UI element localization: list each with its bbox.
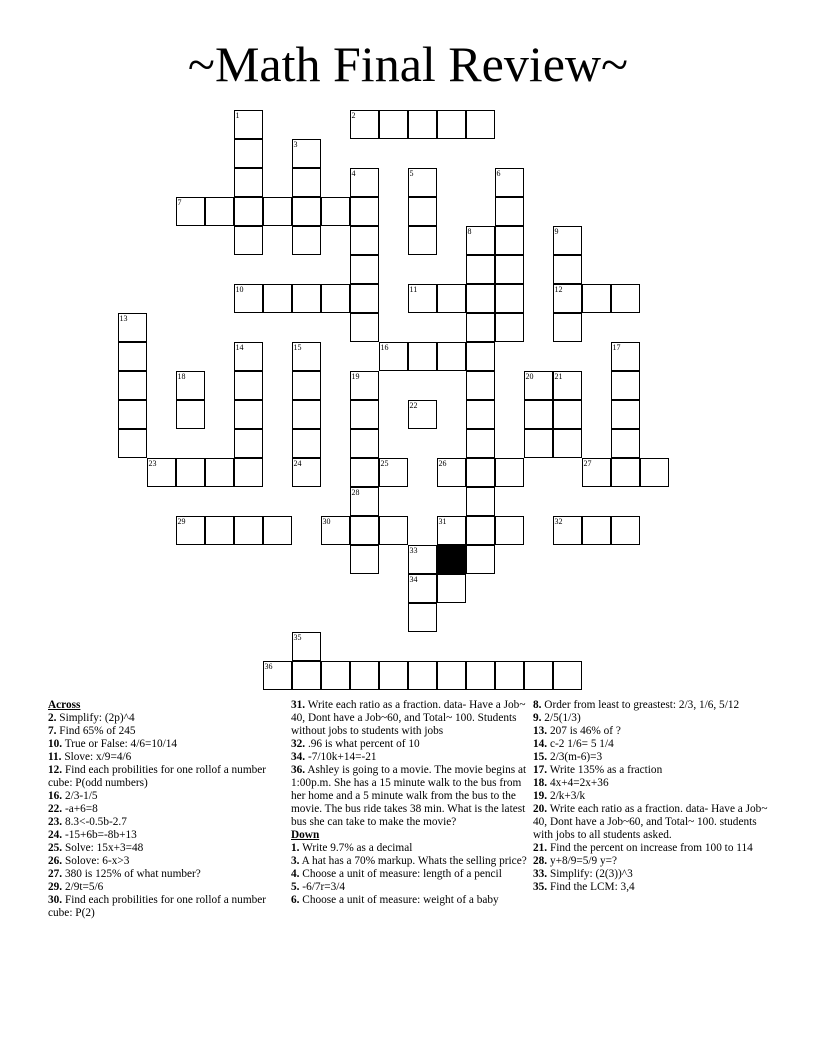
clue-number: 5 (409, 168, 414, 178)
crossword-cell[interactable] (234, 226, 263, 255)
crossword-cell[interactable] (263, 516, 292, 545)
clue-text: Simplify: (2p)^4 (56, 712, 135, 724)
clue-number: 15 (293, 342, 302, 352)
clue-number: 11 (409, 284, 418, 294)
crossword-cell[interactable] (321, 516, 350, 545)
crossword-cell[interactable] (205, 458, 234, 487)
crossword-cell[interactable] (292, 197, 321, 226)
crossword-cell[interactable] (350, 313, 379, 342)
clue-item (533, 803, 769, 842)
clue-item (48, 790, 276, 803)
crossword-cell[interactable] (524, 400, 553, 429)
down-clue-list-continued (533, 699, 769, 894)
crossword-cell[interactable] (263, 661, 292, 690)
crossword-cell[interactable] (437, 284, 466, 313)
clue-item (533, 712, 769, 725)
crossword-cell[interactable] (466, 371, 495, 400)
crossword-cell[interactable] (234, 516, 263, 545)
clue-text: Find each probilities for one rollof a number cube: P(odd numbers) (48, 764, 267, 789)
crossword-cell[interactable] (147, 458, 176, 487)
crossword-cell[interactable] (292, 342, 321, 371)
clue-number: 16 (380, 342, 389, 352)
crossword-cell[interactable] (408, 110, 437, 139)
clue-text: Write 9.7% as a decimal (299, 842, 413, 854)
clue-number: 18 (177, 371, 186, 381)
clue-text: Write 135% as a fraction (547, 764, 663, 776)
crossword-cell[interactable] (466, 545, 495, 574)
clue-text: Find 65% of 245 (56, 725, 136, 737)
crossword-cell[interactable] (234, 110, 263, 139)
clue-text: 2/3-1/5 (62, 790, 98, 802)
crossword-cell[interactable] (379, 110, 408, 139)
crossword-cell[interactable] (640, 458, 669, 487)
clue-number: 19 (351, 371, 360, 381)
crossword-cell[interactable] (408, 400, 437, 429)
clue-number: 12 (554, 284, 563, 294)
crossword-cell[interactable] (350, 516, 379, 545)
clue-number: 29. (48, 881, 63, 893)
clue-item (48, 894, 276, 920)
crossword-cell[interactable] (408, 661, 437, 690)
crossword-cell[interactable] (408, 603, 437, 632)
clue-item (291, 842, 527, 855)
clue-number: 25. (48, 842, 63, 854)
crossword-cell[interactable] (350, 487, 379, 516)
crossword-cell[interactable] (466, 313, 495, 342)
clue-number: 36 (264, 661, 273, 671)
crossword-cell[interactable] (553, 429, 582, 458)
crossword-cell[interactable] (321, 661, 350, 690)
clue-item (533, 699, 769, 712)
clue-number: 7 (177, 197, 182, 207)
clue-text: Ashley is going to a movie. The movie begins at 1:00p.m. She has a 15 minute walk to the bus from her home and a 5 minute walk from the bus to the movie. The bus ride takes 38 min. What is the latest bus she can take to make the movie? (291, 764, 527, 828)
crossword-cell[interactable] (234, 400, 263, 429)
crossword-cell[interactable] (350, 661, 379, 690)
clue-number: 35. (533, 881, 548, 893)
clue-item (291, 894, 527, 907)
clue-item (291, 868, 527, 881)
crossword-cell[interactable] (466, 284, 495, 313)
clue-number: 16. (48, 790, 63, 802)
clue-item (48, 868, 276, 881)
crossword-cell[interactable] (176, 400, 205, 429)
crossword-cell[interactable] (234, 429, 263, 458)
crossword-cell[interactable] (350, 255, 379, 284)
page-title: ~Math Final Review~ (187, 36, 629, 92)
clue-item (291, 751, 527, 764)
crossword-cell[interactable] (437, 516, 466, 545)
clue-text: Write each ratio as a fraction. data- Have a Job~ 40, Dont have a Job~60, and Total~ 100. students with jobs to all students asked. (533, 803, 768, 841)
crossword-cell[interactable] (379, 458, 408, 487)
crossword-cell[interactable] (495, 168, 524, 197)
crossword-cell[interactable] (495, 197, 524, 226)
clue-number: 17 (612, 342, 621, 352)
crossword-cell[interactable] (495, 284, 524, 313)
crossword-cell[interactable] (234, 342, 263, 371)
clue-number: 24 (293, 458, 302, 468)
crossword-cell[interactable] (350, 197, 379, 226)
crossword-cell[interactable] (321, 197, 350, 226)
clues-column-1 (48, 699, 276, 920)
crossword-cell[interactable] (292, 661, 321, 690)
crossword-cell[interactable] (176, 458, 205, 487)
crossword-cell[interactable] (379, 516, 408, 545)
crossword-cell[interactable] (495, 313, 524, 342)
clue-item (48, 712, 276, 725)
crossword-cell[interactable] (408, 284, 437, 313)
crossword-cell[interactable] (495, 516, 524, 545)
clue-number: 19. (533, 790, 548, 802)
clue-number: 5. (291, 881, 300, 893)
clue-number: 24. (48, 829, 63, 841)
crossword-cell[interactable] (292, 632, 321, 661)
clue-text: c-2 1/6= 5 1/4 (547, 738, 614, 750)
clue-number: 35 (293, 632, 302, 642)
crossword-cell[interactable] (553, 284, 582, 313)
crossword-cell[interactable] (234, 458, 263, 487)
clue-number: 6. (291, 894, 300, 906)
crossword-cell[interactable] (321, 284, 350, 313)
clue-number: 1. (291, 842, 300, 854)
crossword-cell[interactable] (263, 284, 292, 313)
across-heading: Across (48, 699, 81, 711)
clue-number: 36. (291, 764, 306, 776)
crossword-cell[interactable] (292, 226, 321, 255)
clue-text: y+8/9=5/9 y=? (547, 855, 618, 867)
clue-number: 33. (533, 868, 548, 880)
crossword-cell[interactable] (408, 226, 437, 255)
clue-item (533, 855, 769, 868)
clue-number: 3 (293, 139, 298, 149)
clue-item (48, 881, 276, 894)
clue-text: Choose a unit of measure: weight of a baby (299, 894, 499, 906)
crossword-cell[interactable] (437, 661, 466, 690)
crossword-cell[interactable] (350, 429, 379, 458)
crossword-cell[interactable] (118, 429, 147, 458)
clue-number: 26. (48, 855, 63, 867)
clue-text: Find each probilities for one rollof a number cube: P(2) (48, 894, 267, 919)
crossword-cell[interactable] (611, 400, 640, 429)
clue-number: 29 (177, 516, 186, 526)
crossword-cell[interactable] (350, 458, 379, 487)
clue-item (533, 738, 769, 751)
clue-number: 10. (48, 738, 63, 750)
crossword-cell[interactable] (176, 197, 205, 226)
clue-number: 23. (48, 816, 63, 828)
crossword-cell[interactable] (350, 400, 379, 429)
crossword-cell[interactable] (524, 429, 553, 458)
clue-text: 2/k+3/k (547, 790, 586, 802)
crossword-cell[interactable] (350, 226, 379, 255)
clue-number: 14 (235, 342, 244, 352)
clue-number: 32 (554, 516, 563, 526)
clue-item (48, 842, 276, 855)
crossword-cell[interactable] (379, 661, 408, 690)
clue-number: 8. (533, 699, 542, 711)
crossword-cell[interactable] (582, 516, 611, 545)
crossword-cell[interactable] (292, 400, 321, 429)
down-clue-list (291, 842, 527, 907)
clue-number: 2. (48, 712, 57, 724)
clue-number: 20 (525, 371, 534, 381)
clue-text: Simplify: (2(3))^3 (547, 868, 633, 880)
crossword-cell[interactable] (263, 197, 292, 226)
clue-number: 6 (496, 168, 501, 178)
clue-number: 30. (48, 894, 63, 906)
clue-number: 9. (533, 712, 542, 724)
clue-number: 31. (291, 699, 306, 711)
crossword-cell[interactable] (582, 458, 611, 487)
clue-number: 34 (409, 574, 418, 584)
crossword-cell[interactable] (437, 110, 466, 139)
clue-number: 21. (533, 842, 548, 854)
crossword-cell[interactable] (611, 516, 640, 545)
clue-number: 10 (235, 284, 244, 294)
crossword-cell[interactable] (495, 255, 524, 284)
crossword-cell[interactable] (437, 458, 466, 487)
clue-text: -a+6=8 (62, 803, 98, 815)
clue-item (291, 855, 527, 868)
clue-number: 26 (438, 458, 447, 468)
clue-item (291, 699, 527, 738)
clue-text: True or False: 4/6=10/14 (62, 738, 178, 750)
clue-number: 28 (351, 487, 360, 497)
clue-number: 13 (119, 313, 128, 323)
clue-text: Slove: x/9=4/6 (61, 751, 132, 763)
clue-text: Find the LCM: 3,4 (547, 881, 635, 893)
crossword-cell[interactable] (292, 458, 321, 487)
clue-text: Solove: 6-x>3 (62, 855, 130, 867)
clue-text: 2/9t=5/6 (62, 881, 104, 893)
clue-text: -6/7r=3/4 (299, 881, 346, 893)
clue-number: 31 (438, 516, 447, 526)
clue-item (291, 764, 527, 829)
clue-number: 8 (467, 226, 472, 236)
crossword-cell[interactable] (408, 342, 437, 371)
crossword-cell[interactable] (234, 139, 263, 168)
clue-number: 18. (533, 777, 548, 789)
crossword-cell[interactable] (553, 313, 582, 342)
clue-text: 4x+4=2x+36 (547, 777, 609, 789)
crossword-cell[interactable] (350, 371, 379, 400)
crossword-cell[interactable] (524, 371, 553, 400)
clue-item (533, 790, 769, 803)
crossword-cell[interactable] (553, 255, 582, 284)
clue-item (48, 816, 276, 829)
crossword-cell[interactable] (408, 168, 437, 197)
clue-item (48, 764, 276, 790)
clue-number: 15. (533, 751, 548, 763)
crossword-cell[interactable] (553, 661, 582, 690)
clue-text: 380 is 125% of what number? (62, 868, 201, 880)
clue-number: 21 (554, 371, 563, 381)
crossword-cell[interactable] (205, 516, 234, 545)
crossword-cell[interactable] (292, 284, 321, 313)
clue-number: 27. (48, 868, 63, 880)
crossword-cell[interactable] (118, 371, 147, 400)
across-clue-list (48, 712, 276, 920)
clue-item (533, 881, 769, 894)
crossword-cell[interactable] (466, 516, 495, 545)
crossword-cell[interactable] (350, 545, 379, 574)
crossword-cell[interactable] (118, 342, 147, 371)
clue-number: 14. (533, 738, 548, 750)
crossword-cell[interactable] (408, 574, 437, 603)
crossword-cell[interactable] (205, 197, 234, 226)
clue-item (48, 751, 276, 764)
clue-item (48, 738, 276, 751)
clue-item (533, 777, 769, 790)
clue-number: 11. (48, 751, 62, 763)
crossword-cell[interactable] (408, 545, 437, 574)
crossword-cell[interactable] (553, 371, 582, 400)
crossword-cell[interactable] (350, 110, 379, 139)
clue-text: -7/10k+14=-21 (305, 751, 377, 763)
crossword-cell[interactable] (466, 661, 495, 690)
clue-item (48, 803, 276, 816)
crossword-cell[interactable] (408, 197, 437, 226)
crossword-cell[interactable] (611, 429, 640, 458)
crossword-cell[interactable] (611, 284, 640, 313)
crossword-cell[interactable] (466, 255, 495, 284)
crossword-cell[interactable] (466, 110, 495, 139)
crossword-cell[interactable] (379, 342, 408, 371)
clue-text: 8.3<-0.5b-2.7 (62, 816, 127, 828)
crossword-cell[interactable] (437, 342, 466, 371)
crossword-cell[interactable] (553, 400, 582, 429)
crossword-cell[interactable] (292, 429, 321, 458)
clue-item (48, 855, 276, 868)
crossword-cell[interactable] (466, 429, 495, 458)
clue-number: 33 (409, 545, 418, 555)
crossword-cell[interactable] (466, 487, 495, 516)
crossword-cell[interactable] (611, 458, 640, 487)
clue-number: 30 (322, 516, 331, 526)
clue-number: 7. (48, 725, 57, 737)
clue-text: -15+6b=-8b+13 (62, 829, 137, 841)
crossword-cell[interactable] (466, 342, 495, 371)
crossword-cell[interactable] (176, 516, 205, 545)
clue-number: 2 (351, 110, 356, 120)
clue-item (291, 738, 527, 751)
crossword-cell[interactable] (234, 197, 263, 226)
clue-item (48, 829, 276, 842)
clue-number: 25 (380, 458, 389, 468)
clues-column-2 (291, 699, 527, 907)
clue-number: 34. (291, 751, 306, 763)
crossword-cell[interactable] (118, 400, 147, 429)
clue-number: 13. (533, 725, 548, 737)
crossword-cell[interactable] (234, 168, 263, 197)
clue-number: 20. (533, 803, 548, 815)
crossword-cell[interactable] (176, 371, 205, 400)
crossword-cell[interactable] (292, 371, 321, 400)
clue-item (291, 881, 527, 894)
across-clue-list-continued (291, 699, 527, 829)
clue-text: .96 is what percent of 10 (305, 738, 420, 750)
crossword-cell[interactable] (350, 168, 379, 197)
crossword-cell[interactable] (553, 516, 582, 545)
crossword-cell[interactable] (466, 458, 495, 487)
crossword-cell[interactable] (495, 458, 524, 487)
clue-number: 1 (235, 110, 240, 120)
crossword-cell[interactable] (292, 139, 321, 168)
crossword-cell[interactable] (495, 226, 524, 255)
crossword-cell[interactable] (495, 661, 524, 690)
clue-item (533, 751, 769, 764)
crossword-cell[interactable] (292, 168, 321, 197)
crossword-cell[interactable] (437, 574, 466, 603)
clue-text: 2/3(m-6)=3 (547, 751, 603, 763)
clues-column-3 (533, 699, 769, 894)
clue-text: A hat has a 70% markup. Whats the selling price? (299, 855, 527, 867)
clue-number: 3. (291, 855, 300, 867)
clue-item (48, 725, 276, 738)
crossword-cell[interactable] (524, 661, 553, 690)
crossword-cell[interactable] (234, 284, 263, 313)
clue-number: 4. (291, 868, 300, 880)
clue-number: 17. (533, 764, 548, 776)
clue-item (533, 868, 769, 881)
crossword-cell[interactable] (611, 342, 640, 371)
crossword-cell[interactable] (118, 313, 147, 342)
clue-text: 2/5(1/3) (541, 712, 581, 724)
clue-text: Write each ratio as a fraction. data- Have a Job~ 40, Dont have a Job~60, and Total~ 100. Students without jobs to students with jobs (291, 699, 526, 737)
crossword-cell[interactable] (234, 371, 263, 400)
clue-item (533, 764, 769, 777)
clue-number: 4 (351, 168, 356, 178)
down-heading: Down (291, 829, 320, 841)
clue-text: Order from least to greastest: 2/3, 1/6, 5/12 (541, 699, 740, 711)
crossword-cell[interactable] (553, 226, 582, 255)
clue-number: 27 (583, 458, 592, 468)
crossword-cell[interactable] (466, 226, 495, 255)
clue-text: 207 is 46% of ? (547, 725, 621, 737)
clue-text: Solve: 15x+3=48 (62, 842, 144, 854)
clue-text: Choose a unit of measure: length of a pencil (299, 868, 502, 880)
crossword-cell[interactable] (582, 284, 611, 313)
clue-text: Find the percent on increase from 100 to 114 (547, 842, 753, 854)
blocked-cell (437, 545, 466, 574)
clue-item (533, 842, 769, 855)
clue-number: 9 (554, 226, 559, 236)
clue-number: 22. (48, 803, 63, 815)
clue-number: 23 (148, 458, 157, 468)
crossword-cell[interactable] (350, 284, 379, 313)
clue-number: 12. (48, 764, 63, 776)
clue-number: 28. (533, 855, 548, 867)
crossword-cell[interactable] (611, 371, 640, 400)
clue-item (533, 725, 769, 738)
clue-number: 32. (291, 738, 306, 750)
crossword-cell[interactable] (466, 400, 495, 429)
clue-number: 22 (409, 400, 418, 410)
